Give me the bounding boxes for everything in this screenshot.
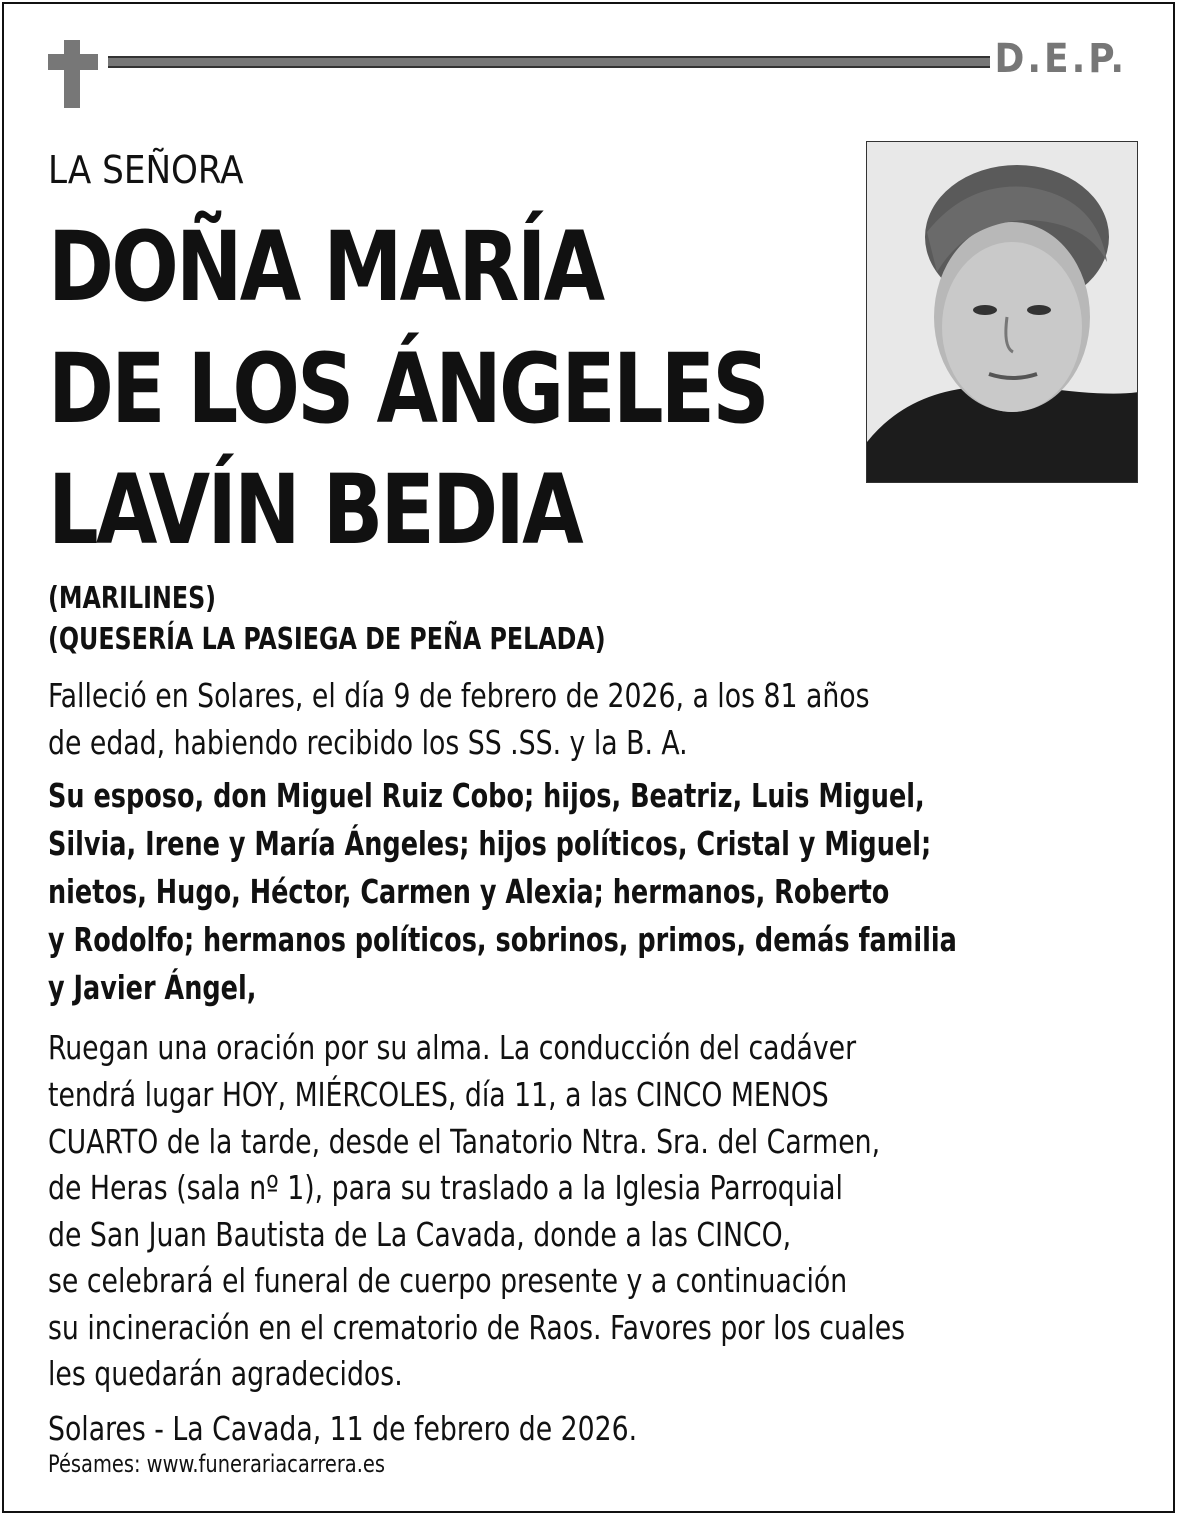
- cross-icon: [48, 40, 98, 108]
- family-line-1: Su esposo, don Miguel Ruiz Cobo; hijos, Beatriz, Luis Miguel,: [48, 776, 925, 815]
- deceased-name-line-1: DOÑA MARÍA: [48, 211, 603, 323]
- ceremony-line-7: su incineración en el crematorio de Raos. Favores por los cuales: [48, 1308, 906, 1347]
- ceremony-line-4: de Heras (sala nº 1), para su traslado a la Iglesia Parroquial: [48, 1168, 843, 1207]
- family-line-2: Silvia, Irene y María Ángeles; hijos políticos, Cristal y Miguel;: [48, 824, 932, 863]
- alias-line-1: (MARILINES): [48, 581, 217, 616]
- intro-label: LA SEÑORA: [48, 148, 244, 192]
- family-line-3: nietos, Hugo, Héctor, Carmen y Alexia; hermanos, Roberto: [48, 872, 890, 911]
- portrait-icon: [867, 142, 1138, 483]
- deceased-name-line-2: DE LOS ÁNGELES: [48, 333, 767, 445]
- alias-line-2: (QUESERÍA LA PASIEGA DE PEÑA PELADA): [48, 622, 606, 657]
- deceased-name-line-3: LAVÍN BEDIA: [48, 454, 581, 566]
- death-line-1: Falleció en Solares, el día 9 de febrero de 2026, a los 81 años: [48, 676, 870, 715]
- header-rule: [108, 56, 990, 68]
- condolences-link: Pésames: www.funerariacarrera.es: [48, 1450, 385, 1478]
- family-line-4: y Rodolfo; hermanos políticos, sobrinos, primos, demás familia: [48, 920, 957, 959]
- ceremony-line-1: Ruegan una oración por su alma. La conducción del cadáver: [48, 1028, 857, 1067]
- ceremony-line-2: tendrá lugar HOY, MIÉRCOLES, día 11, a las CINCO MENOS: [48, 1075, 829, 1114]
- family-line-5: y Javier Ángel,: [48, 968, 257, 1007]
- ceremony-line-8: les quedarán agradecidos.: [48, 1354, 403, 1393]
- ceremony-line-3: CUARTO de la tarde, desde el Tanatorio Ntra. Sra. del Carmen,: [48, 1122, 881, 1161]
- place-date: Solares - La Cavada, 11 de febrero de 2026.: [48, 1409, 638, 1448]
- portrait-photo: [866, 141, 1138, 483]
- ceremony-line-5: de San Juan Bautista de La Cavada, donde a las CINCO,: [48, 1215, 792, 1254]
- ceremony-line-6: se celebrará el funeral de cuerpo presente y a continuación: [48, 1261, 848, 1300]
- death-line-2: de edad, habiendo recibido los SS .SS. y la B. A.: [48, 723, 688, 762]
- dep-label: D.E.P.: [994, 36, 1127, 82]
